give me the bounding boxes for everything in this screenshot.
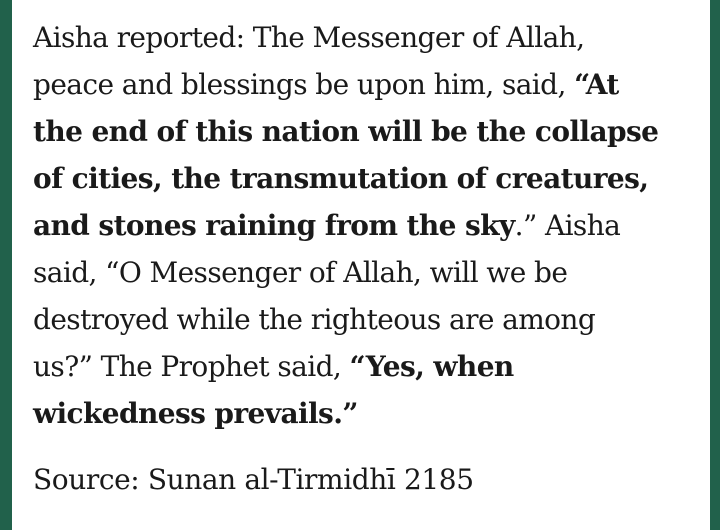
- hadith-page: [33, 14, 700, 503]
- hadith-regular-segment: .” Aisha: [514, 209, 621, 242]
- hadith-bold-segment: “At: [574, 68, 619, 101]
- right-accent-bar: [710, 0, 720, 530]
- hadith-regular-segment: said, “O Messenger of Allah, will we be: [33, 256, 568, 289]
- hadith-bold-segment: of cities, the transmutation of creatures,: [33, 162, 649, 195]
- hadith-line: [33, 390, 700, 437]
- hadith-line: [33, 343, 700, 390]
- hadith-regular-segment: us?” The Prophet said,: [33, 350, 350, 383]
- left-accent-bar: [0, 0, 12, 530]
- hadith-line: [33, 61, 700, 108]
- hadith-regular-segment: destroyed while the righteous are among: [33, 303, 596, 336]
- hadith-line: [33, 155, 700, 202]
- source-reference: Source: Sunan al-Tirmidhī 2185: [33, 463, 474, 496]
- hadith-line: [33, 108, 700, 155]
- hadith-regular-segment: Aisha reported: The Messenger of Allah,: [33, 21, 585, 54]
- hadith-line: [33, 202, 700, 249]
- hadith-paragraph: [33, 14, 700, 437]
- hadith-line: [33, 249, 700, 296]
- hadith-regular-segment: peace and blessings be upon him, said,: [33, 68, 575, 101]
- hadith-line: [33, 14, 700, 61]
- hadith-bold-segment: wickedness prevails.”: [33, 397, 358, 430]
- hadith-bold-segment: and stones raining from the sky: [33, 209, 515, 242]
- hadith-bold-segment: the end of this nation will be the collapse: [33, 115, 659, 148]
- hadith-bold-segment: “Yes, when: [349, 350, 514, 383]
- hadith-line: [33, 296, 700, 343]
